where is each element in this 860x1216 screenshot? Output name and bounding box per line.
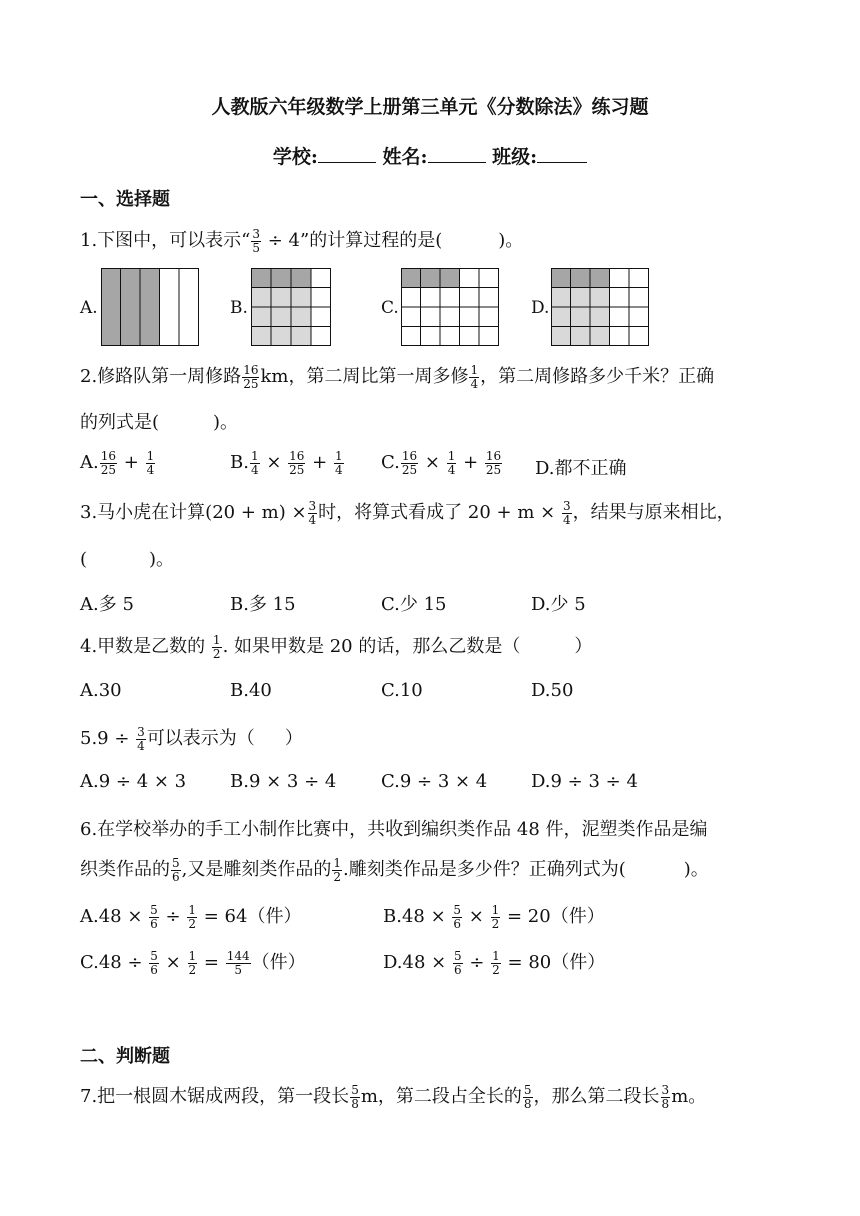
- q1-text: 下图中，可以表示“: [97, 230, 251, 251]
- option-c-diagram: [401, 268, 499, 346]
- fraction: $\frac{1}{2}$: [212, 632, 221, 661]
- question-4: 4.甲数是乙数的 $\frac{1}{2}$ . 如果甲数是 20 的话，那么乙数是（ ）: [80, 632, 593, 661]
- fraction: $\frac{3}{4}$: [137, 724, 145, 753]
- q2-text: 2.修路队第一周修路: [80, 366, 242, 387]
- q6-option-d: D.48 × $\frac{5}{6}$ ÷ $\frac{1}{2}$ = 80（件）: [383, 948, 606, 977]
- fraction: $\frac{3}{8}$: [661, 1082, 670, 1111]
- q3-option-b: B.多 15: [230, 594, 296, 615]
- q5-option-b: B.9 × 3 ÷ 4: [230, 771, 337, 792]
- q5-text: 5.9 ÷: [80, 728, 130, 749]
- option-a-diagram: [101, 268, 199, 346]
- option-b-label: B.: [230, 298, 248, 318]
- q4-option-a: A.30: [80, 680, 122, 701]
- q1-text-c: )。: [498, 230, 524, 251]
- fraction: $\frac{5}{8}$: [351, 1082, 359, 1111]
- section-heading-choice: 一、选择题: [80, 189, 170, 210]
- question-2-line2: [80, 408, 238, 434]
- q3-option-c: C.少 15: [381, 594, 447, 615]
- q3-text-c: ，结果与原来相比，: [572, 502, 735, 523]
- fraction: $\frac{1}{4}$: [470, 362, 479, 391]
- q6-option-a: A.48 × $\frac{5}{6}$ ÷ $\frac{1}{2}$ = 64（件）: [80, 902, 302, 931]
- fraction: $\frac{3}{5}$: [252, 226, 261, 255]
- question-6: 6.在学校举办的手工小制作比赛中，共收到编织类作品 48 件，泥塑类作品是编: [80, 819, 708, 840]
- option-d-label: D.: [531, 298, 550, 318]
- q1-number: 1.: [80, 230, 98, 251]
- student-info-line: [0, 142, 860, 169]
- q2-text-e: )。: [213, 412, 239, 433]
- fraction: $\frac{5}{6}$: [172, 855, 180, 884]
- fraction: $\frac{3}{4}$: [308, 498, 317, 527]
- q6-option-b: B.48 × $\frac{5}{6}$ × $\frac{1}{2}$ = 20（件）: [383, 902, 605, 931]
- q4-option-d: D.50: [531, 680, 574, 701]
- question-5: 5.9 ÷ $\frac{3}{4}$ 可以表示为（ ）: [80, 724, 303, 753]
- q2-option-a: A. $\frac{16}{25}$ + $\frac{1}{4}$: [80, 449, 155, 477]
- q5-option-d: D.9 ÷ 3 ÷ 4: [531, 771, 638, 792]
- name-label: 姓名:: [382, 146, 428, 168]
- option-c-label: C.: [381, 298, 399, 318]
- school-label: 学校:: [272, 146, 318, 168]
- q4-text: 4.甲数是乙数的: [80, 636, 206, 657]
- q5-option-c: C.9 ÷ 3 × 4: [381, 771, 488, 792]
- q3-option-d: D.少 5: [531, 594, 586, 615]
- q4-text-b: . 如果甲数是 20 的话，那么乙数是（: [222, 636, 521, 657]
- q1-text-b: ÷ 4”的计算过程的是(: [262, 230, 443, 251]
- q3-option-a: A.多 5: [80, 594, 134, 615]
- question-3-line2: ( )。: [80, 549, 175, 570]
- q4-option-c: C.10: [381, 680, 423, 701]
- q2-option-d: D.都不正确: [535, 458, 627, 479]
- question-1: [80, 226, 523, 254]
- q2-option-c: C. $\frac{16}{25}$ × $\frac{1}{4}$ + $\frac{16}{25}$: [381, 449, 502, 477]
- fraction: $\frac{16}{25}$: [243, 362, 259, 391]
- q4-option-b: B.40: [230, 680, 272, 701]
- question-3: [80, 498, 735, 526]
- q3-text: 3.马小虎在计算(20 + m) ×: [80, 502, 307, 523]
- section-heading-judgement: 二、判断题: [80, 1046, 170, 1067]
- option-b-diagram: [251, 268, 331, 346]
- q5-text-b: 可以表示为（: [146, 728, 255, 749]
- class-label: 班级:: [492, 146, 538, 168]
- q2-text-d: 的列式是(: [80, 412, 160, 433]
- q2-text-c: ，第二周修路多少千米？正确: [480, 366, 715, 387]
- page-title: 人教版六年级数学上册第三单元《分数除法》练习题: [211, 96, 649, 118]
- school-blank: [318, 144, 376, 163]
- option-a-label: A.: [80, 298, 98, 318]
- question-2: [80, 362, 714, 390]
- q2-option-b: B. $\frac{1}{4}$ × $\frac{16}{25}$ + $\frac{1}{4}$: [230, 449, 343, 477]
- fraction: $\frac{3}{4}$: [562, 498, 571, 527]
- fraction: $\frac{1}{2}$: [333, 855, 342, 884]
- fraction: $\frac{5}{8}$: [523, 1082, 532, 1111]
- question-7: 7.把一根圆木锯成两段，第一段长 $\frac{5}{8}$ m，第二段占全长的 $\frac{5}{8}$ ，那么第二段长 $\frac{3}{8}$ m。: [80, 1082, 707, 1111]
- option-d-diagram: [551, 268, 649, 346]
- name-blank: [428, 144, 486, 163]
- q3-text-b: 时，将算式看成了 20 + m ×: [318, 502, 556, 523]
- q6-option-c: C.48 ÷ $\frac{5}{6}$ × $\frac{1}{2}$ = $\frac{144}{5}$ （件）: [80, 948, 306, 977]
- q5-option-a: A.9 ÷ 4 × 3: [80, 771, 187, 792]
- q2-text-b: km，第二周比第一周多修: [260, 366, 469, 387]
- question-6-line2: 织类作品的 $\frac{5}{6}$ ,又是雕刻类作品的 $\frac{1}{2}$ .雕刻类作品是多少件？正确列式为( )。: [80, 855, 709, 884]
- class-blank: [537, 144, 587, 163]
